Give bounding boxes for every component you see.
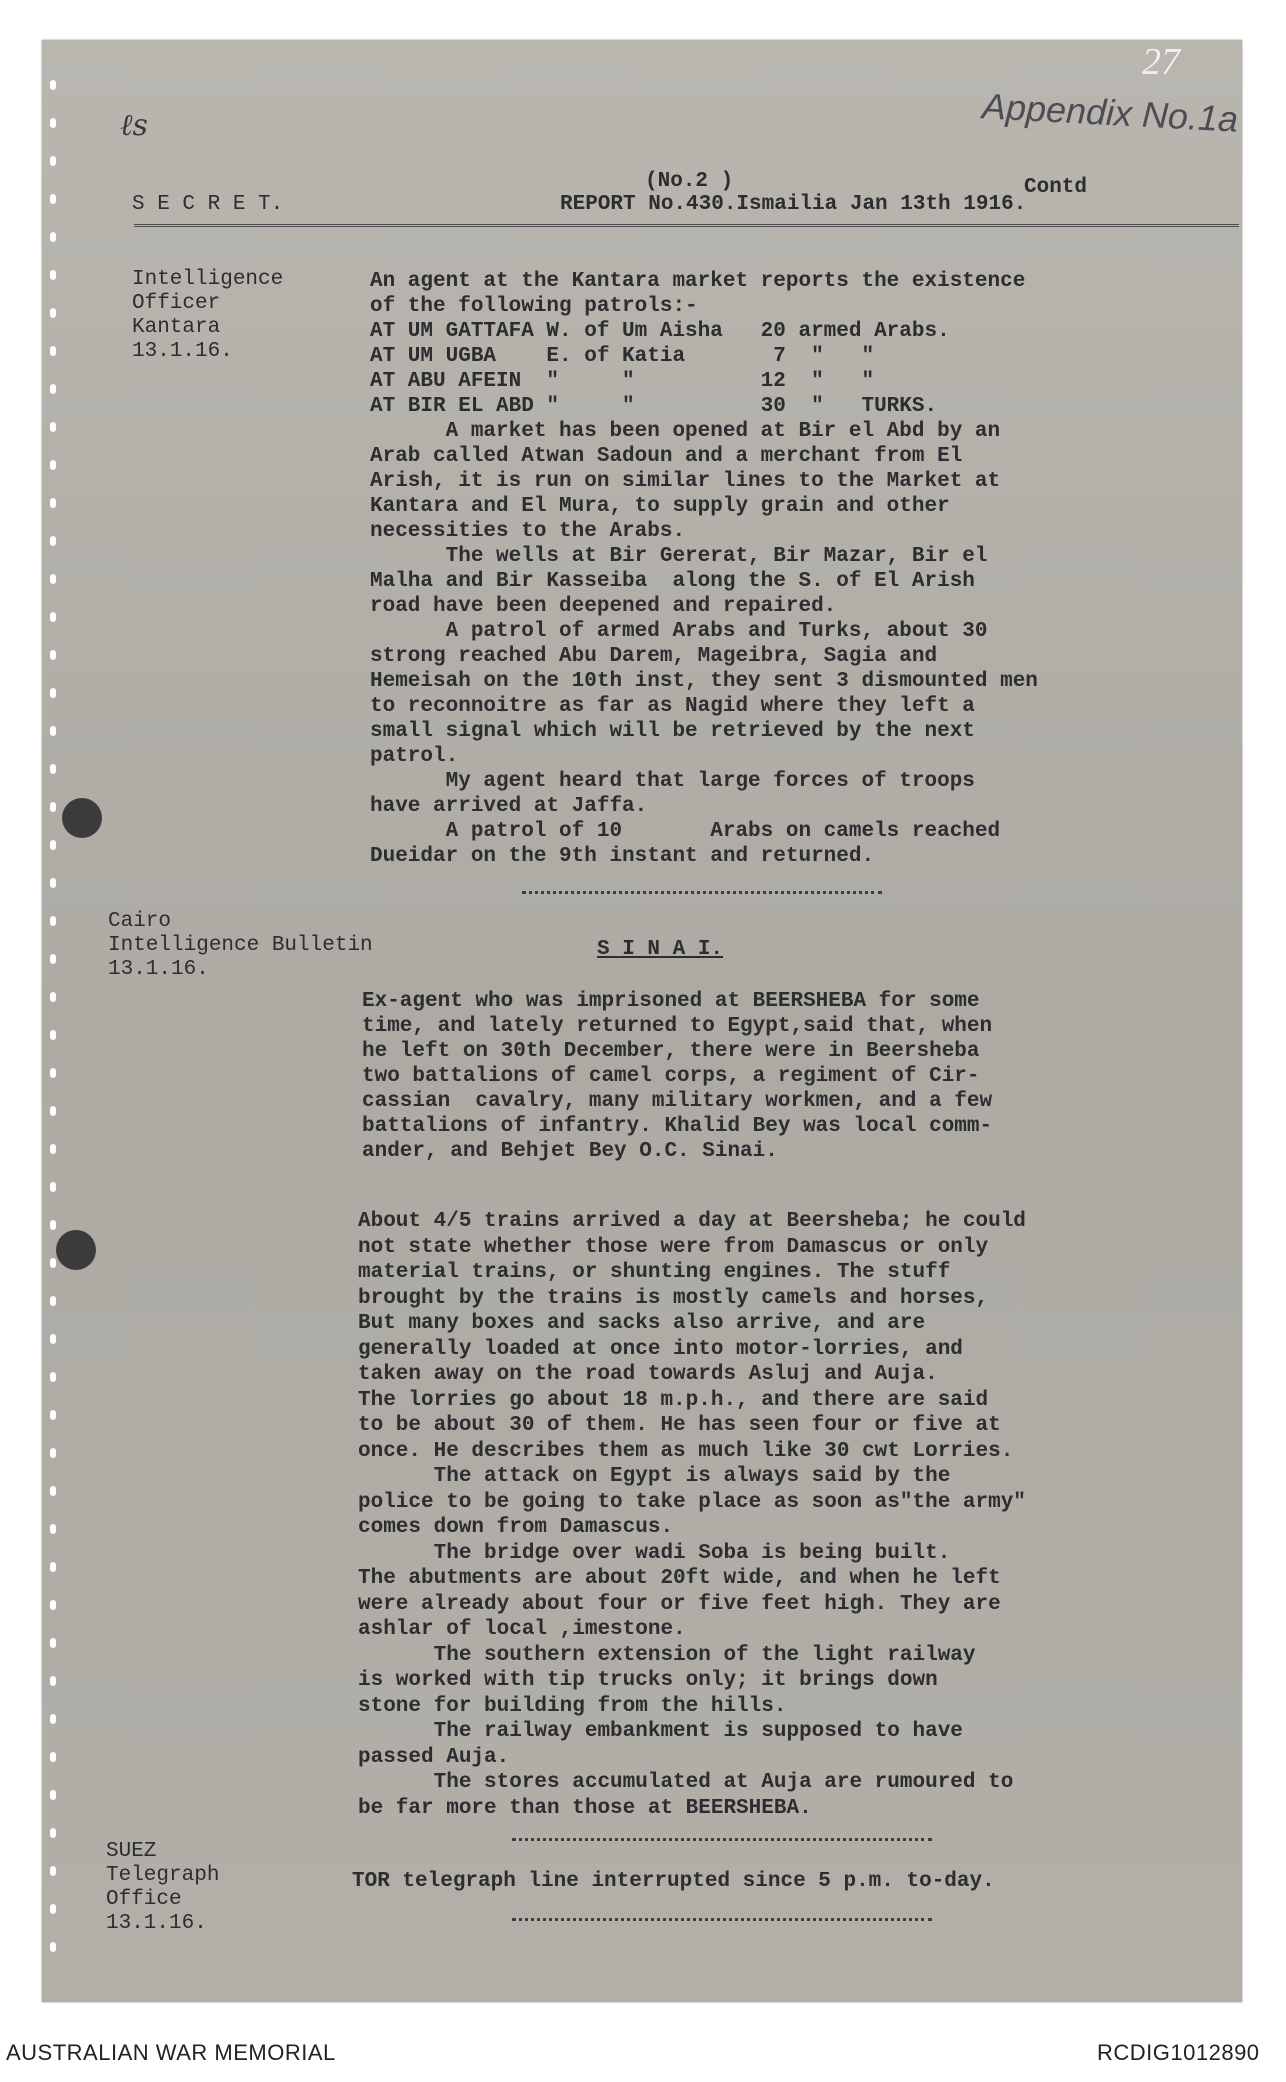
source-line: Intelligence bbox=[132, 268, 284, 291]
text-line: But many boxes and sacks also arrive, and are bbox=[358, 1312, 926, 1335]
text-line: AT UM GATTAFA W. of Um Aisha 20 armed Arabs. bbox=[370, 320, 950, 343]
footer-reference: RCDIG1012890 bbox=[1097, 2040, 1260, 2065]
perforation-hole bbox=[50, 1258, 56, 1268]
perforation-hole bbox=[50, 308, 56, 318]
text-line: of the following patrols:- bbox=[370, 295, 698, 318]
text-line: AT BIR EL ABD " " 30 " TURKS. bbox=[370, 395, 938, 418]
text-line: Ex-agent who was imprisoned at BEERSHEBA for some bbox=[362, 990, 980, 1013]
perforation-hole bbox=[50, 460, 56, 470]
text-line: ander, and Behjet Bey O.C. Sinai. bbox=[362, 1140, 778, 1163]
perforation-hole bbox=[50, 1334, 56, 1344]
perforation-hole bbox=[50, 1752, 56, 1762]
perforation-hole bbox=[50, 1144, 56, 1154]
text-line: The railway embankment is supposed to have bbox=[358, 1720, 963, 1743]
text-line: strong reached Abu Darem, Mageibra, Sagia and bbox=[370, 645, 938, 668]
source-line: Officer bbox=[132, 292, 221, 315]
source-line: Cairo bbox=[108, 910, 172, 933]
text-line: Arish, it is run on similar lines to the Market at bbox=[370, 470, 1001, 493]
text-line: two battalions of camel corps, a regiment of Cir- bbox=[362, 1065, 980, 1088]
text-line: time, and lately returned to Egypt,said that, when bbox=[362, 1015, 993, 1038]
text-line: A market has been opened at Bir el Abd by an bbox=[370, 420, 1001, 443]
text-line: small signal which will be retrieved by the next bbox=[370, 720, 975, 743]
perforation-hole bbox=[50, 194, 56, 204]
appendix-label: Appendix No. bbox=[981, 85, 1200, 138]
perforation-hole bbox=[50, 1562, 56, 1572]
source-line: 13.1.16. bbox=[106, 1912, 207, 1935]
text-line: battalions of infantry. Khalid Bey was local comm- bbox=[362, 1115, 993, 1138]
perforation-hole bbox=[50, 1486, 56, 1496]
text-line: is worked with tip trucks only; it brings down bbox=[358, 1669, 938, 1692]
text-line: be far more than those at BEERSHEBA. bbox=[358, 1796, 812, 1820]
perforation-hole bbox=[50, 1068, 56, 1078]
text-line: brought by the trains is mostly camels and horses, bbox=[358, 1286, 989, 1310]
perforation-hole bbox=[50, 270, 56, 280]
perforation-hole bbox=[50, 688, 56, 698]
perforation-hole bbox=[50, 1372, 56, 1382]
perforation-hole bbox=[50, 1676, 56, 1686]
perforation-hole bbox=[50, 650, 56, 660]
perforation-hole bbox=[50, 1790, 56, 1800]
perforation-hole bbox=[50, 840, 56, 850]
text-line: taken away on the road towards Asluj and Auja. bbox=[358, 1363, 938, 1386]
text-line: material trains, or shunting engines. The stuff bbox=[358, 1261, 951, 1284]
perforation-hole bbox=[50, 1448, 56, 1458]
perforation-hole bbox=[50, 878, 56, 888]
perforation-hole bbox=[50, 1600, 56, 1610]
perforation-hole bbox=[50, 1296, 56, 1306]
header-no: (No.2 ) bbox=[645, 170, 734, 193]
text-line: stone for building from the hills. bbox=[358, 1694, 787, 1718]
text-line: The stores accumulated at Auja are rumoured to bbox=[358, 1771, 1014, 1794]
text-line: The southern extension of the light railway bbox=[358, 1643, 976, 1667]
perforation-hole bbox=[50, 1714, 56, 1724]
text-line: ashlar of local ,imestone. bbox=[358, 1618, 686, 1641]
perforation-hole bbox=[50, 422, 56, 432]
text-line: he left on 30th December, there were in Beersheba bbox=[362, 1040, 980, 1063]
text-line: comes down from Damascus. bbox=[358, 1516, 674, 1539]
text-line: About 4/5 trains arrived a day at Beersheba; he could bbox=[358, 1210, 1026, 1233]
text-line: patrol. bbox=[370, 745, 459, 768]
perforation-hole bbox=[50, 1866, 56, 1876]
perforation-hole bbox=[50, 1638, 56, 1648]
text-line: Hemeisah on the 10th inst, they sent 3 dismounted men bbox=[370, 670, 1038, 693]
text-line: road have been deepened and repaired. bbox=[370, 595, 837, 618]
text-line: not state whether those were from Damascus or only bbox=[358, 1235, 989, 1259]
perforation-hole bbox=[50, 726, 56, 736]
text-line: police to be going to take place as soon as"the army" bbox=[358, 1490, 1026, 1514]
perforation-hole bbox=[50, 574, 56, 584]
footer-archive-name: AUSTRALIAN WAR MEMORIAL bbox=[6, 2040, 336, 2065]
perforation-hole bbox=[50, 1220, 56, 1230]
perforation-hole bbox=[50, 156, 56, 166]
perforation-hole bbox=[50, 80, 56, 90]
sinai-heading: S I N A I. bbox=[597, 938, 724, 961]
text-line: passed Auja. bbox=[358, 1745, 510, 1769]
sinai-end-rule bbox=[512, 1838, 932, 1841]
text-line: were already about four or five feet high. They are bbox=[358, 1592, 1001, 1616]
source-line: Intelligence Bulletin bbox=[108, 934, 373, 957]
perforation-hole bbox=[50, 764, 56, 774]
text-line: AT UM UGBA E. of Katia 7 " " bbox=[370, 345, 875, 368]
perforation-hole bbox=[50, 118, 56, 128]
report-line: REPORT No.430.Ismailia Jan 13th 1916. bbox=[560, 193, 1027, 216]
punch-hole-upper bbox=[62, 798, 102, 838]
text-line: My agent heard that large forces of troops bbox=[370, 770, 975, 793]
document-sheet bbox=[42, 40, 1242, 2002]
perforation-hole bbox=[50, 954, 56, 964]
perforation-hole bbox=[50, 1410, 56, 1420]
secret-label: S E C R E T. bbox=[132, 193, 284, 216]
text-line: An agent at the Kantara market reports the existence bbox=[370, 270, 1026, 293]
page-number: 27 bbox=[1142, 41, 1180, 83]
perforation-hole bbox=[50, 1942, 56, 1952]
appendix-number: 1a bbox=[1196, 96, 1240, 140]
suez-text: TOR telegraph line interrupted since 5 p.m. to-day. bbox=[352, 1870, 995, 1893]
perforation-hole bbox=[50, 802, 56, 812]
text-line: A patrol of armed Arabs and Turks, about 30 bbox=[370, 620, 988, 643]
header-contd: Contd bbox=[1024, 176, 1088, 199]
source-line: 13.1.16. bbox=[132, 340, 233, 363]
perforation-hole bbox=[50, 536, 56, 546]
perforation-hole bbox=[50, 992, 56, 1002]
perforation-hole bbox=[50, 612, 56, 622]
text-line: generally loaded at once into motor-lorries, and bbox=[358, 1337, 963, 1361]
perforation-hole bbox=[50, 1828, 56, 1838]
text-line: A patrol of 10 Arabs on camels reached bbox=[370, 820, 1001, 843]
text-line: The bridge over wadi Soba is being built. bbox=[358, 1541, 951, 1565]
text-line: cassian cavalry, many military workmen, and a few bbox=[362, 1090, 993, 1113]
perforation-hole bbox=[50, 916, 56, 926]
text-line: Dueidar on the 9th instant and returned. bbox=[370, 845, 875, 868]
perforation-hole bbox=[50, 384, 56, 394]
perforation-hole bbox=[50, 1182, 56, 1192]
source-line: 13.1.16. bbox=[108, 958, 209, 981]
handwritten-initials: ℓs bbox=[120, 108, 148, 143]
source-line: SUEZ bbox=[106, 1840, 157, 1863]
text-line: once. He describes them as much like 30 cwt Lorries. bbox=[358, 1439, 1014, 1463]
perforation-hole bbox=[50, 1106, 56, 1116]
text-line: necessities to the Arabs. bbox=[370, 520, 686, 543]
appendix-stamp bbox=[981, 85, 1239, 140]
perforation-hole bbox=[50, 1030, 56, 1040]
text-line: Kantara and El Mura, to supply grain and other bbox=[370, 495, 950, 518]
perforation-hole bbox=[50, 346, 56, 356]
text-line: to reconnoitre as far as Nagid where they left a bbox=[370, 695, 975, 718]
text-line: to be about 30 of them. He has seen four or five at bbox=[358, 1414, 1001, 1437]
text-line: The lorries go about 18 m.p.h., and there are said bbox=[358, 1388, 989, 1412]
perforation-hole bbox=[50, 232, 56, 242]
text-line: The attack on Egypt is always said by the bbox=[358, 1465, 951, 1488]
perforation-hole bbox=[50, 1904, 56, 1914]
perforation-hole bbox=[50, 1524, 56, 1534]
text-line: Arab called Atwan Sadoun and a merchant from El bbox=[370, 445, 963, 468]
source-line: Office bbox=[106, 1888, 182, 1911]
kantara-end-rule bbox=[522, 891, 882, 894]
source-line: Kantara bbox=[132, 316, 221, 339]
perforation-hole bbox=[50, 498, 56, 508]
text-line: have arrived at Jaffa. bbox=[370, 795, 648, 818]
punch-hole-lower bbox=[56, 1230, 96, 1270]
header-rule bbox=[134, 224, 1239, 227]
source-line: Telegraph bbox=[106, 1864, 220, 1887]
text-line: Malha and Bir Kasseiba along the S. of El Arish bbox=[370, 570, 975, 593]
text-line: AT ABU AFEIN " " 12 " " bbox=[370, 370, 875, 393]
text-line: The wells at Bir Gererat, Bir Mazar, Bir el bbox=[370, 545, 988, 568]
text-line: The abutments are about 20ft wide, and when he left bbox=[358, 1567, 1001, 1590]
suez-end-rule bbox=[512, 1918, 932, 1921]
